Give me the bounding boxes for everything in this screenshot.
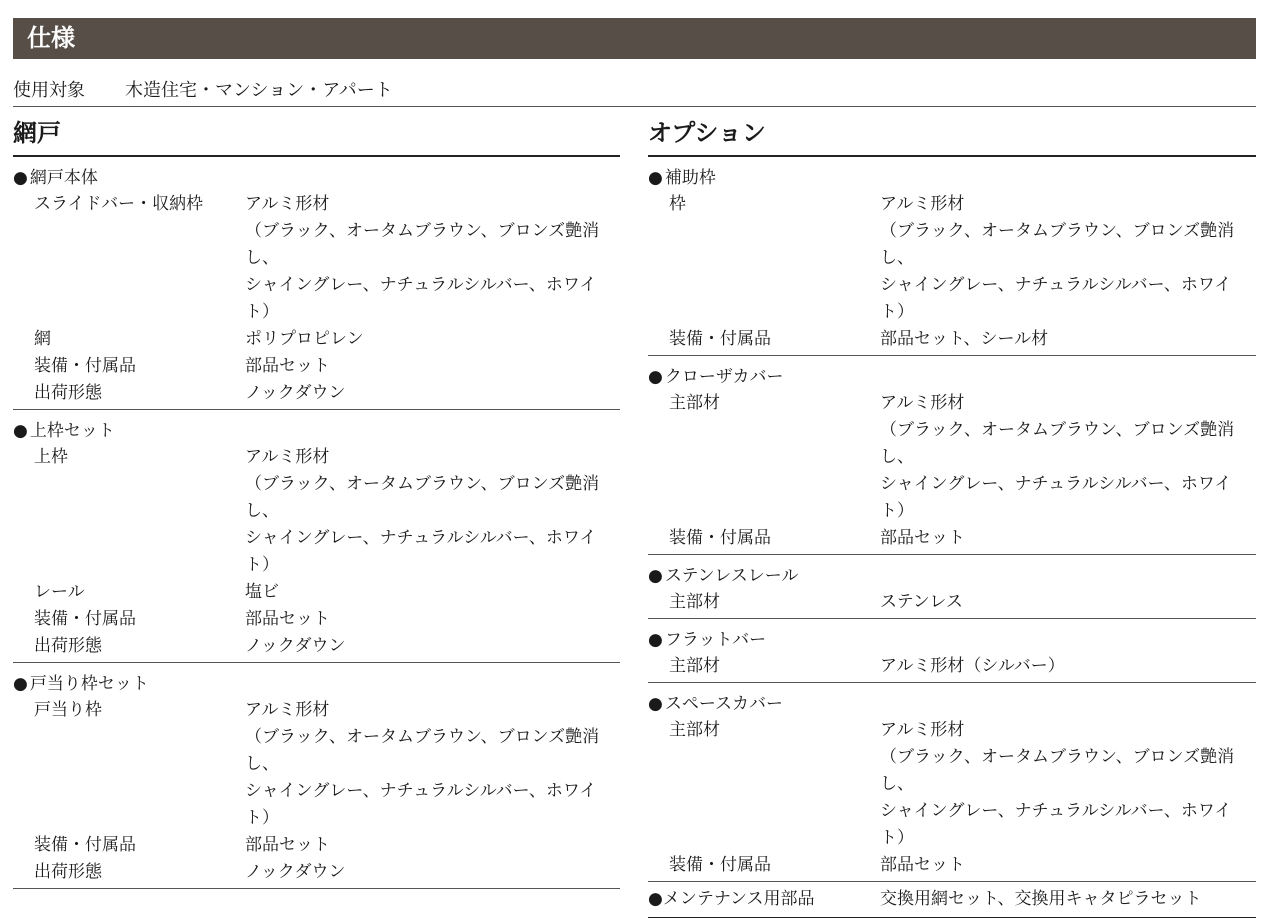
spec-group [648,683,1256,882]
maintenance-row [648,882,1256,918]
spec-key: 戸当り枠 [34,700,102,720]
bullet-icon: ● [648,566,663,586]
group-heading [13,418,620,444]
spec-key: 出荷形態 [34,862,102,882]
netdoor-groups [13,157,620,889]
spec-row [648,717,1256,852]
spec-key: 上枠 [34,447,68,467]
group-heading [648,627,1256,653]
spec-value: アルミ形材（シルバー） [880,656,1065,676]
spec-value: アルミ形材 （ブラック、オータムブラウン、ブロンズ艶消し、 シャイングレー、ナチュラルシルバー、ホワイト） [245,447,600,575]
bullet-icon: ● [648,367,663,387]
spec-group [13,410,620,663]
spec-key: 装備・付属品 [669,855,771,875]
spec-value: ノックダウン [245,862,346,882]
spec-key: レール [34,582,85,602]
options-column [648,113,1256,918]
section-banner: 仕様 [13,18,1256,59]
spec-row [13,444,620,579]
usage-line [13,77,1256,107]
spec-value: 部品セット [880,528,965,548]
bullet-icon: ● [648,694,663,714]
spec-row [13,380,620,407]
spec-row [648,852,1256,879]
netdoor-column [13,113,620,889]
bullet-icon: ● [13,674,28,694]
spec-group [648,157,1256,356]
spec-value: 部品セット [245,356,330,376]
spec-key: 装備・付属品 [669,329,771,349]
group-heading-text: 補助枠 [664,168,716,188]
spec-value: アルミ形材 （ブラック、オータムブラウン、ブロンズ艶消し、 シャイングレー、ナチュラルシルバー、ホワイト） [880,194,1235,322]
spec-row [648,191,1256,326]
maintenance-value: 交換用網セット、交換用キャタピラセット [880,889,1202,909]
usage-label: 使用対象 [13,80,85,101]
group-heading [648,364,1256,390]
group-heading [13,165,620,191]
spec-value: アルミ形材 （ブラック、オータムブラウン、ブロンズ艶消し、 シャイングレー、ナチュラルシルバー、ホワイト） [880,393,1235,521]
spec-key: 出荷形態 [34,636,102,656]
spec-row [648,390,1256,525]
spec-row [648,525,1256,552]
spec-group [648,619,1256,683]
spec-group [13,663,620,889]
group-heading-text: フラットバー [664,630,767,650]
spec-value: 部品セット [245,835,330,855]
spec-row [13,859,620,886]
spec-key: 出荷形態 [34,383,102,403]
options-groups [648,157,1256,882]
spec-key: 装備・付属品 [34,609,136,629]
group-heading-text: クローザカバー [664,367,784,387]
spec-row [13,579,620,606]
maintenance-label: ●メンテナンス用部品 [648,889,815,909]
spec-value: 塩ビ [245,582,279,602]
spec-key: 主部材 [669,393,720,413]
spec-value: アルミ形材 （ブラック、オータムブラウン、ブロンズ艶消し、 シャイングレー、ナチュラルシルバー、ホワイト） [245,194,600,322]
spec-value: ノックダウン [245,383,346,403]
group-heading-text: 網戸本体 [29,168,98,188]
spec-key: 主部材 [669,720,720,740]
spec-key: 主部材 [669,656,720,676]
spec-value: 部品セット、シール材 [880,329,1049,349]
spec-row [13,191,620,326]
spec-key: 枠 [669,194,686,214]
spec-value: ステンレス [880,592,963,612]
spec-key: 主部材 [669,592,720,612]
usage-value: 木造住宅・マンション・アパート [125,80,393,101]
spec-key: スライドバー・収納枠 [34,194,204,214]
netdoor-title: 網戸 [13,113,620,157]
group-heading-text: スペースカバー [664,694,783,714]
group-heading [648,165,1256,191]
bullet-icon: ● [13,421,28,441]
spec-row [13,606,620,633]
spec-value: ノックダウン [245,636,346,656]
spec-key: 装備・付属品 [34,356,136,376]
spec-row [648,326,1256,353]
group-heading-text: 戸当り枠セット [29,674,149,694]
spec-value: アルミ形材 （ブラック、オータムブラウン、ブロンズ艶消し、 シャイングレー、ナチュラルシルバー、ホワイト） [880,720,1235,848]
group-heading [13,671,620,697]
spec-key: 網 [34,329,51,349]
spec-row [13,326,620,353]
spec-group [648,356,1256,555]
bullet-icon: ● [648,889,663,909]
spec-group [13,157,620,410]
spec-row [13,697,620,832]
spec-value: 部品セット [880,855,965,875]
bullet-icon: ● [13,168,28,188]
spec-row [648,653,1256,680]
group-heading-text: 上枠セット [29,421,115,441]
group-heading-text: ステンレスレール [664,566,799,586]
spec-key: 装備・付属品 [34,835,136,855]
spec-row [648,589,1256,616]
group-heading [648,563,1256,589]
spec-key: 装備・付属品 [669,528,771,548]
spec-value: アルミ形材 （ブラック、オータムブラウン、ブロンズ艶消し、 シャイングレー、ナチュラルシルバー、ホワイト） [245,700,600,828]
bullet-icon: ● [648,168,663,188]
spec-row [13,633,620,660]
spec-row [13,353,620,380]
spec-group [648,555,1256,619]
spec-value: 部品セット [245,609,330,629]
spec-row [13,832,620,859]
bullet-icon: ● [648,630,663,650]
options-title: オプション [648,113,1256,157]
spec-value: ポリプロピレン [245,329,364,349]
group-heading [648,691,1256,717]
